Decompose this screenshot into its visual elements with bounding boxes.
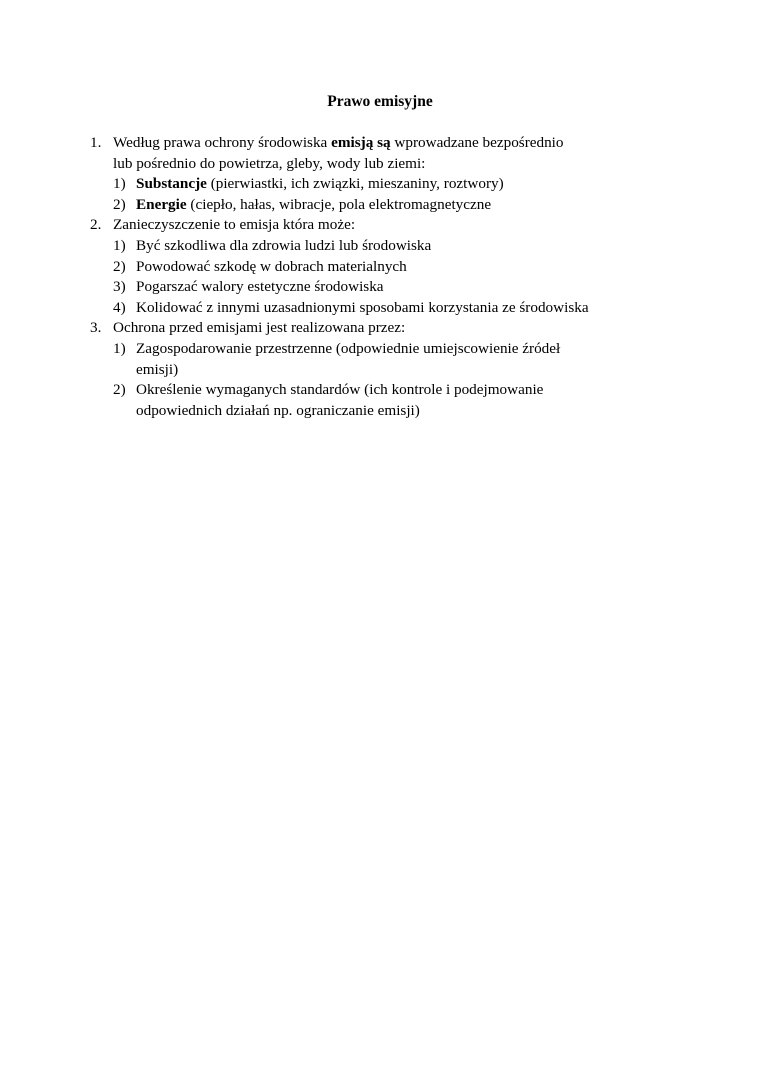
sublist-item-number: 2) [113, 195, 126, 213]
list-item-2 [90, 215, 710, 236]
list-item-1 [90, 133, 710, 174]
sublist-item-text: Być szkodliwa dla zdrowia ludzi lub środowiska [136, 236, 432, 254]
sublist-item-text: Pogarszać walory estetyczne środowiska [136, 278, 384, 296]
list-item-number: 1. [90, 134, 102, 151]
sublist-item-text-continued: odpowiednich działań np. ograniczanie emisji) [136, 401, 420, 419]
sublist-item [90, 380, 710, 421]
list-item-text-continued: lub pośrednio do powietrza, gleby, wody lub ziemi: [113, 154, 426, 172]
sublist-item-number: 2) [113, 257, 126, 275]
sublist-item [90, 174, 710, 195]
sublist-item-text-continued: emisji) [136, 360, 179, 378]
sublist-item [90, 195, 710, 216]
sublist-item [90, 257, 710, 278]
document-title: Prawo emisyjne [327, 93, 433, 110]
sublist-item-text: Zagospodarowanie przestrzenne (odpowiednie umiejscowienie źródeł [136, 339, 561, 357]
sublist-item [90, 277, 710, 298]
sublist-item-number: 3) [113, 278, 126, 296]
list-item-number: 3. [90, 319, 102, 337]
sublist-item [90, 236, 710, 257]
sublist-item-number: 4) [113, 298, 126, 316]
sublist-item-text: Energie (ciepło, hałas, wibracje, pola elektromagnetyczne [136, 195, 492, 213]
list-item-number: 2. [90, 216, 102, 234]
list-item-text: Zanieczyszczenie to emisja która może: [113, 216, 356, 234]
list-item-3 [90, 318, 710, 339]
main-list [90, 133, 710, 421]
list-item-text: Ochrona przed emisjami jest realizowana przez: [113, 319, 406, 337]
sublist-item-number: 1) [113, 339, 126, 357]
sublist-item-text: Kolidować z innymi uzasadnionymi sposobami korzystania ze środowiska [136, 298, 589, 316]
sublist-item-text: Określenie wymaganych standardów (ich kontrole i podejmowanie [136, 381, 544, 399]
list-item-text: Według prawa ochrony środowiska emisją są wprowadzane bezpośrednio [113, 134, 564, 151]
sublist-item [90, 298, 710, 319]
sublist-item-text: Powodować szkodę w dobrach materialnych [136, 257, 407, 275]
sublist-item [90, 339, 710, 380]
sublist-item-number: 1) [113, 236, 126, 254]
sublist-item-number: 2) [113, 381, 126, 399]
sublist-item-number: 1) [113, 175, 126, 193]
sublist-item-text: Substancje (pierwiastki, ich związki, mieszaniny, roztwory) [136, 175, 504, 193]
